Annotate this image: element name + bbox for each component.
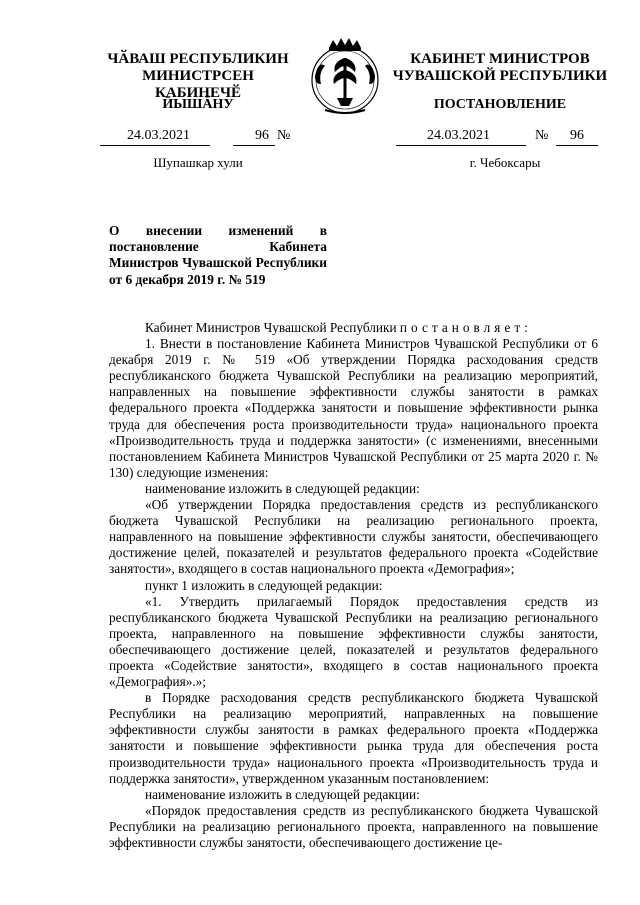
body-paragraph: «Порядок предоставления средств из республиканского бюджета Чувашской Республики на реализацию регионального проекта, направленного на повышение эффективности службы занятости, обеспечивающего достижение це- bbox=[109, 802, 598, 850]
body-paragraph: «Об утверждении Порядка предоставления средств из республиканского бюджета Чувашской Республики на реализацию регионального проекта, направленного на повышение эффективности службы занятости, обеспечивающего достижение целей, показателей и результатов федерального проекта «Содействие занятости», входящего в состав национального проекта «Демография»; bbox=[109, 497, 598, 577]
right-org-name: КАБИНЕТ МИНИСТРОВ ЧУВАШСКОЙ РЕСПУБЛИКИ bbox=[392, 51, 608, 84]
left-org-name: ЧӐВАШ РЕСПУБЛИКИН МИНИСТРСЕН КАБИНЕЧӖ bbox=[107, 51, 289, 101]
chuvash-coat-of-arms-icon bbox=[307, 36, 383, 116]
document-body bbox=[109, 320, 598, 851]
left-city: Шупашкар хули bbox=[153, 155, 243, 170]
intro-resolves: постановляет: bbox=[399, 320, 532, 335]
right-doc-type: ПОСТАНОВЛЕНИЕ bbox=[433, 97, 567, 112]
left-date-line bbox=[100, 128, 300, 146]
right-date: 24.03.2021 bbox=[427, 128, 490, 143]
document-subject: О внесении изменений в постановление Кабинета Министров Чувашской Республики от 6 декабря 2019 г. № 519 bbox=[109, 223, 327, 287]
left-date: 24.03.2021 bbox=[127, 128, 190, 143]
intro-prefix: Кабинет Министров Чувашской Республики bbox=[145, 320, 397, 335]
body-paragraph: в Порядке расходования средств республиканского бюджета Чувашской Республики на реализацию мероприятий, направленных на повышение эффективности службы занятости в рамках федерального проекта «Поддержка занятости и повышение эффективности рынка труда для обеспечения роста производительности труда» национального проекта «Производительность труда и поддержка занятости», утвержденном указанным постановлением: bbox=[109, 690, 598, 786]
body-paragraph: наименование изложить в следующей редакции: bbox=[145, 786, 420, 802]
body-paragraph: 1. Внести в постановление Кабинета Министров Чувашской Республики от 6 декабря 2019 г. № 519 «Об утверждении Порядка расходования средств республиканского бюджета Чувашской Республики на реализацию мероприятий, направленных на повышение эффективности службы занятости в рамках федерального проекта «Поддержка занятости и повышение эффективности рынка труда для обеспечения роста производительности труда» национального проекта «Производительность труда и поддержка занятости» (с изменениями, внесенными постановлением Кабинета Министров Чувашской Республики от 25 марта 2020 г. № 130) следующие изменения: bbox=[109, 336, 598, 480]
body-paragraph: «1. Утвердить прилагаемый Порядок предоставления средств из республиканского бюджета Чувашской Республики на реализацию регионального проекта, направленного на повышение эффективности службы занятости, обеспечивающего достижение целей, показателей и результатов федерального проекта «Содействие занятости», входящего в состав национального проекта «Демография».»; bbox=[109, 593, 598, 690]
right-number: 96 bbox=[570, 128, 584, 143]
body-paragraph: наименование изложить в следующей редакции: bbox=[145, 480, 420, 496]
left-number-sign: № bbox=[277, 128, 291, 143]
right-number-sign: № bbox=[535, 128, 549, 143]
right-date-line bbox=[396, 128, 606, 146]
left-number: 96 bbox=[255, 128, 269, 143]
intro-paragraph bbox=[109, 320, 598, 336]
body-paragraph: пункт 1 изложить в следующей редакции: bbox=[145, 577, 383, 593]
left-doc-type: ЙЫШӐНУ bbox=[162, 97, 234, 112]
right-city: г. Чебоксары bbox=[469, 155, 541, 170]
